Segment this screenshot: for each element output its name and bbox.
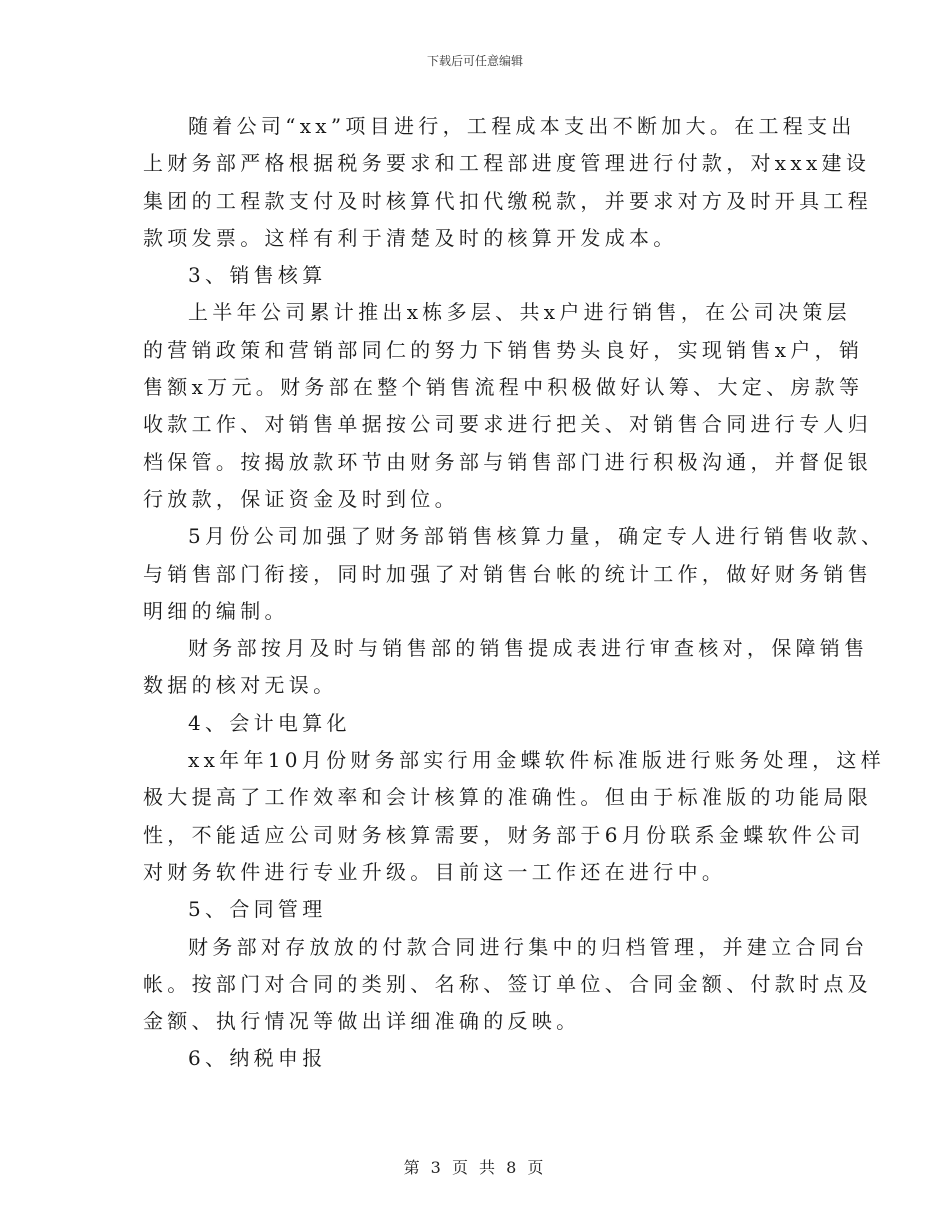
text-line: 与销售部门衔接，同时加强了对销售台帐的统计工作，做好财务销售 <box>143 561 872 586</box>
text-line: 售额x万元。财务部在整个销售流程中积极做好认筹、大定、房款等 <box>143 375 864 400</box>
text-line: 6、纳税申报 <box>188 1046 327 1071</box>
text-line: 帐。按部门对合同的类别、名称、签订单位、合同金额、付款时点及 <box>143 971 872 996</box>
text-line: 集团的工程款支付及时核算代扣代缴税款，并要求对方及时开具工程 <box>143 188 872 213</box>
text-line: 款项发票。这样有利于清楚及时的核算开发成本。 <box>143 225 678 250</box>
text-line: 上半年公司累计推出x栋多层、共x户进行销售，在公司决策层 <box>188 300 851 325</box>
text-line: 上财务部严格根据税务要求和工程部进度管理进行付款，对xxx建设 <box>143 151 871 176</box>
text-line: 5月份公司加强了财务部销售核算力量，确定专人进行销售收款、 <box>188 524 886 549</box>
text-line: 5、合同管理 <box>188 897 327 922</box>
text-line: 档保管。按揭放款环节由财务部与销售部门进行积极沟通，并督促银 <box>143 449 872 474</box>
text-line: 财务部对存放放的付款合同进行集中的归档管理，并建立合同台 <box>188 934 869 959</box>
text-line: 3、销售核算 <box>188 263 327 288</box>
text-line: 极大提高了工作效率和会计核算的准确性。但由于标准版的功能局限 <box>143 785 872 810</box>
text-line: 数据的核对无误。 <box>143 673 338 698</box>
text-line: 性，不能适应公司财务核算需要，财务部于6月份联系金蝶软件公司 <box>143 822 865 847</box>
text-line: 明细的编制。 <box>143 598 289 623</box>
text-line: 行放款，保证资金及时到位。 <box>143 486 459 511</box>
document-body <box>143 108 886 1078</box>
page-header: 下载后可任意编辑 <box>426 54 523 68</box>
text-line: xx年年10月份财务部实行用金蝶软件标准版进行账务处理，这样 <box>188 748 886 773</box>
text-line: 金额、执行情况等做出详细准确的反映。 <box>143 1009 581 1034</box>
text-line: 的营销政策和营销部同仁的努力下销售势头良好，实现销售x户，销 <box>143 337 864 362</box>
page-footer: 第 3 页 共 8 页 <box>403 1158 547 1177</box>
text-line: 4、会计电算化 <box>188 710 351 735</box>
text-line: 财务部按月及时与销售部的销售提成表进行审查核对，保障销售 <box>188 636 869 661</box>
text-line: 对财务软件进行专业升级。目前这一工作还在进行中。 <box>143 859 727 884</box>
text-line: 随着公司“xx”项目进行，工程成本支出不断加大。在工程支出 <box>188 114 856 138</box>
text-line: 收款工作、对销售单据按公司要求进行把关、对销售合同进行专人归 <box>143 412 872 437</box>
